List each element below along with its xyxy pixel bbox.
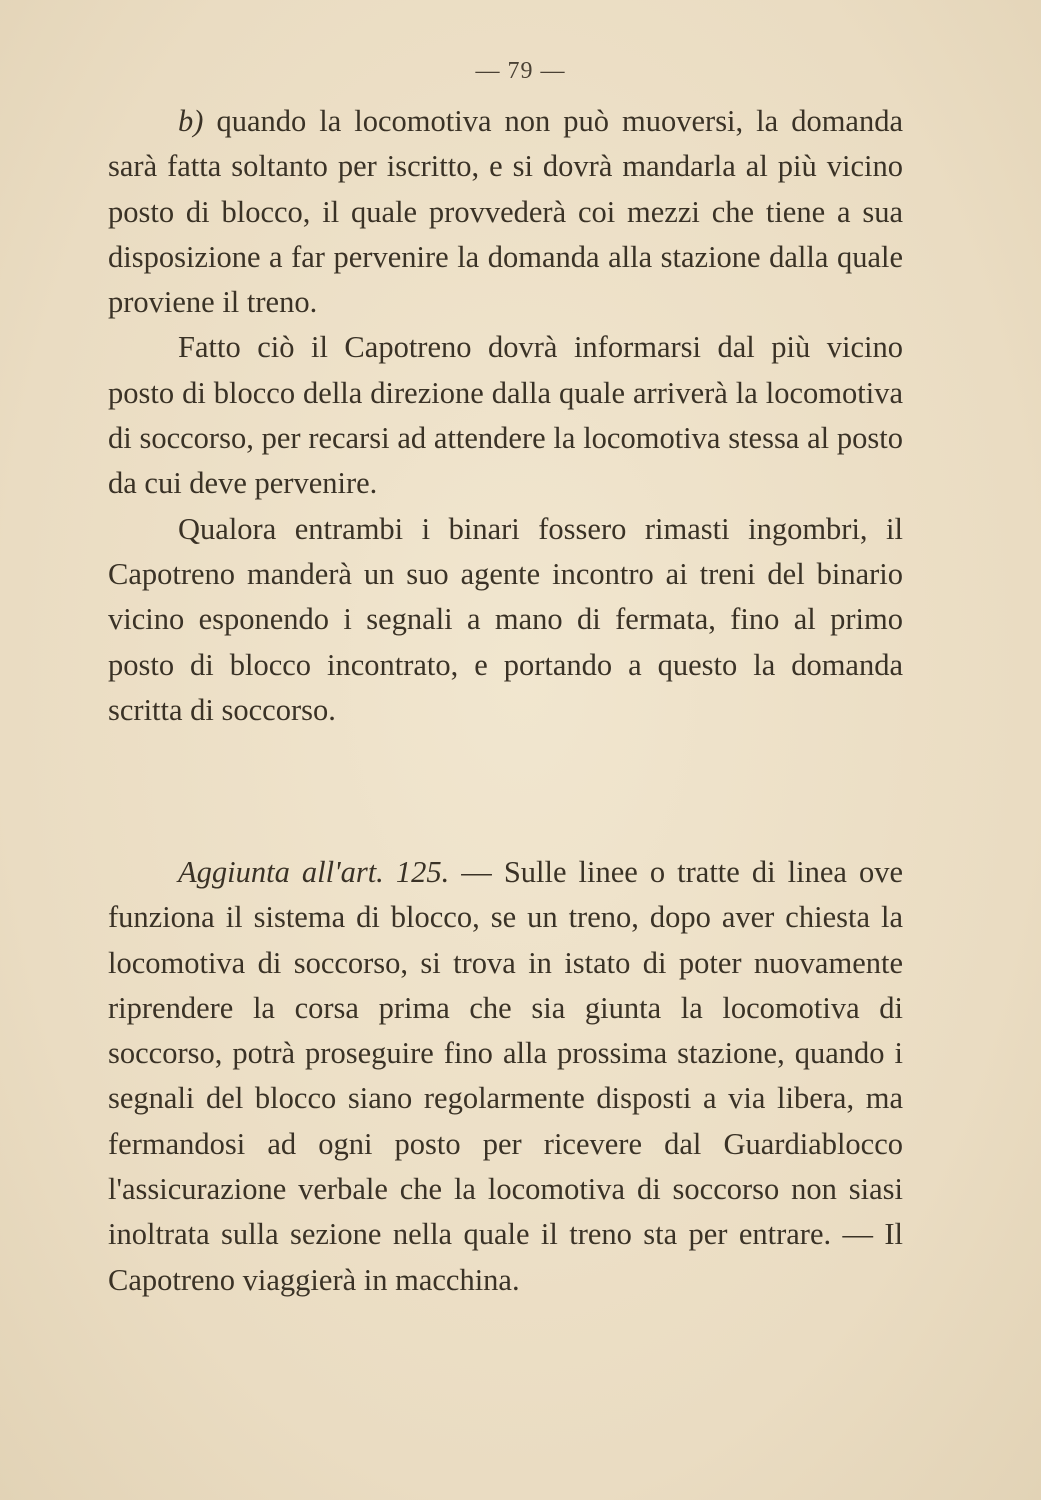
paragraph-capotreno-informarsi: Fatto ciò il Capotreno dovrà informarsi dal più vicino posto di blocco della direzione dalla quale arriverà la locomotiva di soccorso, per recarsi ad attendere la locomotiva stessa al posto da cui deve pervenire. bbox=[108, 330, 903, 501]
page-number: — 79 — bbox=[475, 58, 566, 84]
item-marker: b) bbox=[178, 104, 204, 138]
addendum-title: Aggiunta all'art. 125. bbox=[178, 855, 450, 889]
paragraph-binari-ingombri: Qualora entrambi i binari fossero rimasti ingombri, il Capotreno manderà un suo agente incontro ai treni del binario vicino esponendo i segnali a mano di fermata, fino al primo posto di blocco incontrato, e portando a questo la domanda scritta di soccorso. bbox=[108, 511, 903, 727]
paragraph-b-intro bbox=[108, 99, 903, 325]
addendum-section bbox=[108, 850, 903, 1303]
paragraph-addendum bbox=[108, 850, 903, 1303]
paragraph-text: quando la locomotiva non può muoversi, la domanda sarà fatta soltanto per iscritto, e si dovrà mandarla al più vicino posto di blocco, il quale provvederà coi mezzi che tiene a sua disposizione a far pervenire la domanda alla stazione dalla quale proviene il treno. bbox=[108, 104, 903, 320]
section-b bbox=[108, 99, 903, 733]
addendum-text: — Sulle linee o tratte di linea ove funziona il sistema di blocco, se un treno, dopo aver chiesta la locomotiva di soccorso, si trova in istato di poter nuovamente riprendere la corsa prima che sia giunta la locomotiva di soccorso, potrà proseguire fino alla prossima stazione, quando i segnali del blocco siano regolarmente disposti a via libera, ma fermandosi ad ogni posto per ricevere dal Guardiablocco l'assicurazione verbale che la locomotiva di soccorso non siasi inoltrata sulla sezione nella quale il treno sta per entrare. — Il Capotreno viaggierà in macchina. bbox=[108, 855, 903, 1297]
